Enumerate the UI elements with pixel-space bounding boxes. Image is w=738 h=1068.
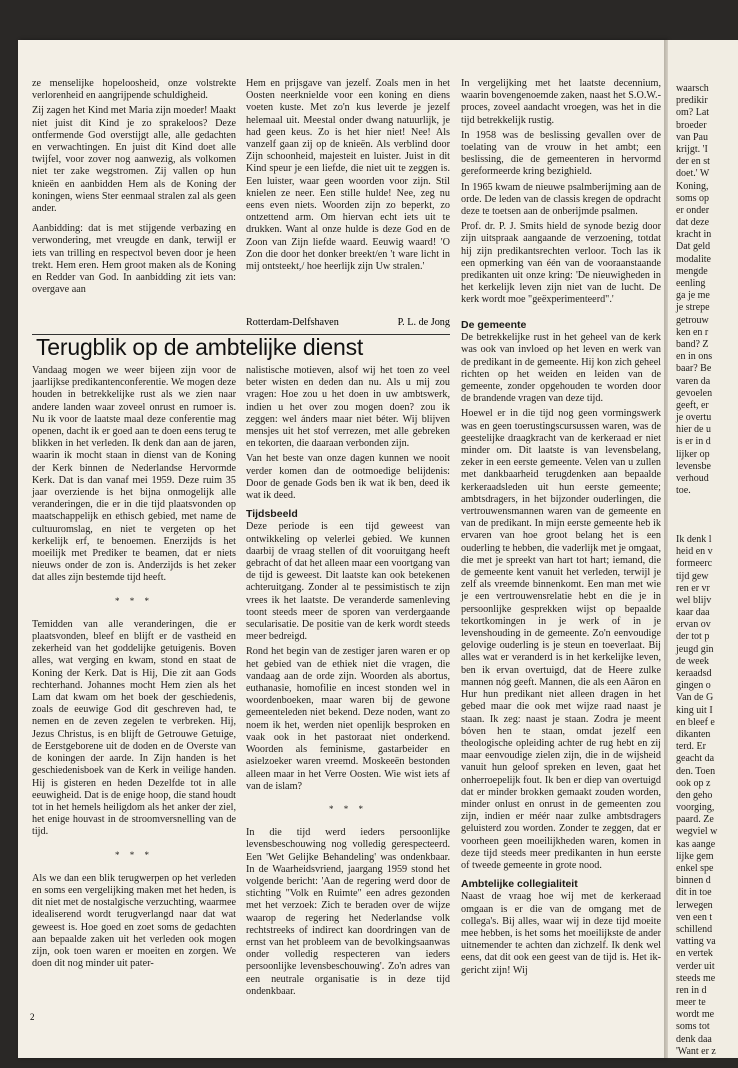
next-page-line: voorging, bbox=[676, 802, 715, 814]
next-page-line: der en st bbox=[676, 156, 710, 168]
next-page-line: Dat geld bbox=[676, 241, 711, 253]
next-page-line bbox=[676, 522, 738, 534]
next-page-line bbox=[676, 510, 738, 522]
paragraph: De betrekkelijke rust in het geheel van de kerk was ook van invloed op het leven en werk van de predikant in de gemeente. Hij kon zich geheel richten op het weiden en leiden van de gemeente, zonder opgehouden te worden door de brandende vragen van deze tijd. bbox=[461, 332, 661, 405]
paragraph: Vandaag mogen we weer bijeen zijn voor de jaarlijkse predikantenconferentie. We mogen deze houden in betrekkelijke rust als we zien naar andere landen waar zoveel onrust en rumoer is. Nu ik voor de laatste maal deze conferentie mag openen, dacht ik er goed aan te doen eens terug te blikken in het verleden. Ik denk dan aan de jaren, waarin ik mocht staan in dienst van de Koning der Kerk binnen de Nederlandse Hervormde Kerk. Dat is dan vanaf mei 1959. Deze ruim 35 jaar overziende is het bijna onmogelijk alle veranderingen, die er in die tijd plaatsvonden op maatschappelijk en ethisch gebied, met name de cultuuromslag, en niet te vergeten op het kerkelijk erf, te benoemen. Enerzijds is het moeilijk met Prediker te beamen, dat er niets nieuws onder de zon is. Anderzijds is het zeker dat alles zijn bestemde tijd heeft. bbox=[32, 365, 236, 584]
article-col-2 bbox=[246, 365, 450, 1001]
paragraph: Als we dan een blik terugwerpen op het verleden en soms een vergelijking maken met het heden, is dit niet met de nostalgische verzuchting, waarmee idealiserend wordt terugverlangd naar dat wat geweest is. Hoe goed en zoet soms de gedachten aan bepaalde zaken uit het verleden ook mogen zijn, ook toen waren er moeiten en zorgen. We doen dit nog minder uit pater- bbox=[32, 872, 236, 970]
next-page-line: den. Toen bbox=[676, 765, 716, 777]
next-page-line: er onder bbox=[676, 204, 710, 216]
next-page-line: lerwegen bbox=[676, 899, 713, 911]
next-page-line: keraadsd bbox=[676, 668, 712, 679]
next-page-line: geacht da bbox=[676, 753, 715, 765]
next-page-line: varen da bbox=[676, 375, 711, 387]
paragraph: Deze periode is een tijd geweest van ontwikkeling op velerlei gebied. We kunnen daarbij de vraag stellen of dit vooruitgang heeft gebracht of dat het alleen maar een voortgang van de tijd is geweest. Dit laatste kan ook betekenen achteruitgang. Zonder al te pessimistisch te zijn vrees ik het laatste. De veranderde samenleving toont steeds meer de sporen van verdergaande secularisatie. De positie van de kerk wordt steeds meer bedreigd. bbox=[246, 521, 450, 643]
paragraph: Zij zagen het Kind met Maria zijn moeder! Maakt niet juist dit Kind je zo sprakeloos? Deze ontfermende God overstijgt alle, alle gedachten en verwachtingen. En juist dit Kind doet alle twijfel, voor zover nog aanwezig, als volkomen niet ter zake wegstromen. Zij vallen op hun knieën en aanbidden Hem als de Koning der koningen, wiens Ster eenmaal stralen zal als geen ander. bbox=[32, 105, 236, 215]
next-page-line: heid en v bbox=[676, 546, 713, 558]
next-page-line: je overtu bbox=[676, 412, 712, 424]
next-page-line: verder uit bbox=[676, 960, 715, 972]
next-page-line: en vertek bbox=[676, 948, 713, 960]
next-page-line: ken en r bbox=[676, 326, 709, 338]
next-page-line: soms op bbox=[676, 192, 710, 204]
separator: * * * bbox=[329, 803, 367, 814]
next-page-line: broeder bbox=[676, 119, 707, 131]
paragraph: Rond het begin van de zestiger jaren waren er op het gebied van de ethiek niet die vragen, die vandaag aan de orde zijn. Woorden als abortus, euthanasie, homofilie en incest stonden wel in woordenboeken, maar waren bij de gewone gemeenteleden niet bekend. Deze noden, want zo noem ik het, werden niet openlijk besproken en vaak ook in het pastoraat niet onderkend. Woorden als feminisme, gastarbeider en asielzoeker waren vreemd. Moskeeën bestonden alleen maar in het Verre Oosten. Wie wist iets af van de islam? bbox=[246, 646, 450, 792]
paragraph: Temidden van alle veranderingen, die er plaatsvonden, bleef en blijft er de vastheid en zekerheid van het goddelijke getuigenis. Boven alles, wat verging en kwam, stond en staat de Koning der Kerk. Dat is Hij, Die zit aan Gods rechterhand. Johannes mocht Hem zien als het Lam dat kwam om het boek der geschiedenis, zoals de eeuwige God dit geschreven had, te nemen en de zeven zegelen te verbreken. Hij, Jezus Christus, is en blijft de Getrouwe Getuige, de Eerstgeborene uit de doden en de Overste van de koningen der aarde. In Zijn handen is het geschiedenisboek van de Kerk in veilige handen. Hij is gisteren en heden Dezelfde tot in alle eeuwigheid. Dat is de enige hoop, die stand houdt tot in het hemels heiligdom als het anker der ziel, het enige houvast in de stroomversnelling van de tijd. bbox=[32, 618, 236, 838]
next-page-line: soms tot bbox=[676, 1021, 710, 1033]
next-page-line: ook op z bbox=[676, 777, 711, 789]
paragraph: In vergelijking met het laatste decennium, waarin bovengenoemde zaken, naast het S.O.W.-proces, zoveel aandacht vroegen, was het in die tijd betrekkelijk rustig. bbox=[461, 78, 661, 126]
next-page-line: krijgt. 'I bbox=[676, 143, 708, 155]
next-page-line: denk daa bbox=[676, 1033, 712, 1045]
next-page-line bbox=[676, 497, 738, 509]
next-page-line: verhoud bbox=[676, 473, 709, 484]
subheading-gemeente: De gemeente bbox=[461, 319, 527, 331]
next-page-line: geeft, er bbox=[676, 399, 709, 411]
next-page-line: ervan ov bbox=[676, 619, 711, 631]
next-page-line: wel blijv bbox=[676, 594, 712, 606]
next-page-line: toe. bbox=[676, 485, 691, 497]
next-page-line: dit in toe bbox=[676, 887, 712, 899]
signature-author: P. L. de Jong bbox=[397, 317, 450, 328]
next-page-line: enkel spe bbox=[676, 863, 714, 874]
next-page-line: formeerc bbox=[676, 558, 713, 570]
article-title: Terugblik op de ambtelijke dienst bbox=[36, 334, 364, 360]
paragraph: In 1965 kwam de nieuwe psalmberijming aan de orde. De leden van de classis kregen de opdracht deze te toetsen aan de onberijmde psalmen. bbox=[461, 181, 661, 218]
article-col-1 bbox=[32, 365, 236, 973]
separator: * * * bbox=[115, 849, 153, 860]
next-page-line: tijd gew bbox=[676, 570, 709, 582]
paragraph: Prof. dr. P. J. Smits hield de synode bezig door zijn uitspraak aangaande de verzoening, totdat hij zijn predikantsrechten verloor. Toch las ik een opmerking van één van de vooraanstaande predikanten uit onze kring: 'De nieuwigheden in het kerkelijk leven zijn niet van de lucht. De kerk wordt moe "geëxperimenteerd".' bbox=[461, 221, 661, 306]
next-page-line: levensbe bbox=[676, 460, 711, 472]
next-page-line: lijke gem bbox=[676, 850, 714, 862]
next-page-line: wordt me bbox=[676, 1009, 715, 1021]
paragraph: Aanbidding: dat is met stijgende verbazing en verwondering, met vreugde en dank, terwijl er iets van trilling en respectvol beven door je heen trekt. Hem eren. Hem groot maken als de Koning en Redder van God. In aanbidding zit iets van: overgave aan bbox=[32, 223, 236, 296]
article-col-3 bbox=[461, 313, 661, 980]
next-page-line: is er in d bbox=[676, 436, 711, 448]
page-number: 2 bbox=[30, 1012, 35, 1022]
next-page-line: schillend bbox=[676, 923, 713, 935]
next-page-line: dikanten bbox=[676, 728, 711, 740]
next-page-line: kaar daa bbox=[676, 607, 710, 619]
paragraph: Van het beste van onze dagen kunnen we nooit verder komen dan de ootmoedige belijdenis: Door de genade Gods ben ik wat ik ben, deed ik wat ik deed. bbox=[246, 453, 450, 502]
next-page-line: wegviel w bbox=[676, 826, 718, 838]
next-page-line: Van de G bbox=[676, 692, 714, 704]
next-page-line: gingen o bbox=[676, 680, 711, 692]
next-page-line: ven een t bbox=[676, 911, 713, 923]
next-page-line: van Pau bbox=[676, 131, 708, 143]
next-page-line: terd. Er bbox=[676, 741, 706, 753]
next-page-line: doet.' W bbox=[676, 168, 710, 180]
next-page-line: de week bbox=[676, 655, 710, 667]
signature bbox=[246, 317, 450, 328]
next-page-line: gevoelen bbox=[676, 387, 713, 399]
paragraph: In die tijd werd ieders persoonlijke levensbeschouwing nog volledig gerespecteerd. Een 'Wet Gelijke Behandeling' was ondenkbaar. In de Waarheidsvriend, jaargang 1959 stond het volgende bericht: 'Aan de regering werd door de stichting "Volk en Ruimte" een adres gezonden met het verzoek: Zich te beraden over de wijze waarop de regering het Nederlandse volk rechtstreeks of indirect kan doordringen van de ernst van het probleem van de bevolkingsaanwas onder volledig respecteren van ieders persoonlijke levensbeschouwing'. Zo'n adres van een neutrale organisatie is in deze tijd ondenkbaar. bbox=[246, 827, 450, 997]
paragraph: nalistische motieven, alsof wij het toen zo veel beter wisten en deden dan nu. Als u mij zou vragen: Hoe zou u het doen in uw ambtswerk, indien u het over zou mogen doen? zou ik zeggen: wel ánders maar niet béter. Wij blijven mensjes uit het stof verrezen, met alle gebreken en tekorten, die daaraan verbonden zijn. bbox=[246, 365, 450, 450]
prev-article-col-3 bbox=[461, 78, 661, 310]
paragraph: Naast de vraag hoe wij met de kerkeraad omgaan is er die van de omgang met de collega's. Bij alles, waar wij in deze tijd moeite mee hebben, is het soms het moeilijkste de ander uitnemender te achten dan zichzelf. Ik denk wel eens, dat dit ook een geest van de tijd is. Het ik-gericht zijn! Wij bbox=[461, 891, 661, 976]
next-page-line: predikir bbox=[676, 95, 708, 107]
next-page-line: en bleef e bbox=[676, 716, 715, 728]
next-page-line: paard. Ze bbox=[676, 814, 714, 826]
next-page-line: dat deze bbox=[676, 217, 710, 229]
next-page-line: band? Z bbox=[676, 338, 709, 350]
next-page-line: om? Lat bbox=[676, 107, 710, 119]
next-page-line: kracht in bbox=[676, 229, 712, 241]
next-page-line: eenling bbox=[676, 278, 706, 289]
next-page-line: lijker op bbox=[676, 448, 710, 460]
paragraph: Hem en prijsgave van jezelf. Zoals men in het Oosten neerknielde voor een koning en diens voeten kuste. Met zo'n kus leverde je jezelf helemaal uit. Meestal onder dwang natuurlijk, je had geen keus. Zo is het hier niet! Nee! Als vanzelf gaan zij op de knieën. Als verblind door Zijn schoonheid, majesteit en luister. Juist in dit Kind speur je een liefde, die niet uit te zeggen is. Een luister, waar geen woorden voor zijn. Stil knielen ze neer. Een stille hulde! Nee, zeg nu eens even niets. Woorden zijn zo beperkt, zo ontzettend arm. Om hiervan echt iets uit te drukken. Want al onze hulde is deze God en de Zoon van Zijn liefde waard. Eeuwig waard! 'O Zon die door het donker breekt/en 't ware licht in mij ontsteekt,/ hoe heerlijk zijn Uw stralen.' bbox=[246, 78, 450, 273]
next-page-line: ga je me bbox=[676, 290, 710, 302]
paragraph: Hoewel er in die tijd nog geen vormingswerk was en geen toerustingscursussen waren, was de geestelijke draagkracht van de kerkeraad er niet minder om. Dit laatste is van levensbelang, zeker in een eerste gemeente. Velen van u zullen met dankbaarheid terugdenken aan bepaalde kerkeraadsleden uit hun eerste gemeente; ambtsdragers, in het bijzonder ouderlingen, die vertrouwensmannen waren van de gemeente en van de predikant. In mijn eerste gemeente heb ik ervaren van hoe groot belang het is een ouderling te hebben, die vaderlijk met je omgaat, die met je spreekt van hart tot hart; iemand, die de gemeente kent vanuit het verleden, terwijl je zelf als vreemde binnenkomt. Een man met wie je een vertrouwensrelatie hebt en die je in persoonlijke gesprekken wijst op bepaalde tekortkomingen in je werk of in je levenshouding in de gemeente. Zo'n eenvoudige gelovige ouderling is je steun en toeverlaat. Bij alles wat er veranderd is in het kerkelijke leven, ben ik ervan overtuigd, dat de Heere zulke mannen nóg geeft. Mannen, die als een Aäron en Hur hun predikant niet alleen dragen in het gebed maar die ook met wijze raad naast je staan. Ik zeg: naast je staan. Zodra je meent bóven hen te staan, omdat jezelf een theologische opleiding achter de rug hebt en zij maar eenvoudige zielen zijn, die in de wijsheid vanuit hun geloof spreken en leven, gaat het onherroepelijk fout. Ik ben er diep van overtuigd dat er minder brokken gemaakt zouden worden, minder onlust en onrust in de gemeenten zou zijn, indien er méér naar zulke ambtsdragers geluisterd zou worden. Zonder te zeggen, dat er voorheen geen moeilijkheden waren, komen in deze tijd steeds meer predikanten in hun eerste of tweede gemeente in grote nood. bbox=[461, 408, 662, 871]
next-page-line: hier de u bbox=[676, 424, 711, 436]
next-page-line: kas aange bbox=[676, 838, 716, 850]
next-page-line: ren in d bbox=[676, 984, 707, 996]
signature-place: Rotterdam-Delfshaven bbox=[246, 317, 339, 328]
separator: * * * bbox=[115, 595, 153, 606]
next-page-line: king uit I bbox=[676, 704, 713, 716]
next-page-line: ren er vr bbox=[676, 582, 710, 594]
next-page-line: baar? Be bbox=[676, 363, 712, 375]
subheading-tijdsbeeld: Tijdsbeeld bbox=[246, 508, 298, 521]
paragraph: ze menselijke hopeloosheid, onze volstrekte verlorenheid en aangrijpende schuldigheid. bbox=[32, 78, 236, 102]
next-page-line: modalite bbox=[676, 253, 711, 265]
next-page-line: getrouw bbox=[676, 314, 709, 326]
next-page-line: den geho bbox=[676, 789, 713, 801]
next-page-line: mengde bbox=[676, 265, 708, 277]
next-page-line: binnen d bbox=[676, 875, 711, 887]
next-page-line: Ik denk l bbox=[676, 533, 712, 545]
prev-article-col-2 bbox=[246, 78, 450, 276]
paragraph: In 1958 was de beslissing gevallen over de toelating van de vrouw in het ambt; een beslissing, die de gemeenteren in hervormd gereformeerde kring bezighield. bbox=[461, 129, 661, 178]
next-page-line: Koning, bbox=[676, 180, 709, 192]
next-page-line: waarsch bbox=[676, 83, 709, 94]
next-page-line: vatting va bbox=[676, 936, 716, 948]
subheading-collegialiteit: Ambtelijke collegialiteit bbox=[461, 878, 578, 891]
next-page-line: je strepe bbox=[676, 302, 710, 314]
next-page-fragments bbox=[676, 83, 738, 1058]
prev-article-col-1 bbox=[32, 78, 236, 299]
next-page-line: der tot p bbox=[676, 631, 710, 643]
next-page-line: 'Want er z bbox=[676, 1045, 716, 1057]
next-page-line: jeugd gin bbox=[676, 643, 714, 655]
next-page-line: en in ons bbox=[676, 351, 713, 363]
next-page-line: meer te bbox=[676, 997, 706, 1009]
next-page-line: steeds me bbox=[676, 972, 716, 984]
